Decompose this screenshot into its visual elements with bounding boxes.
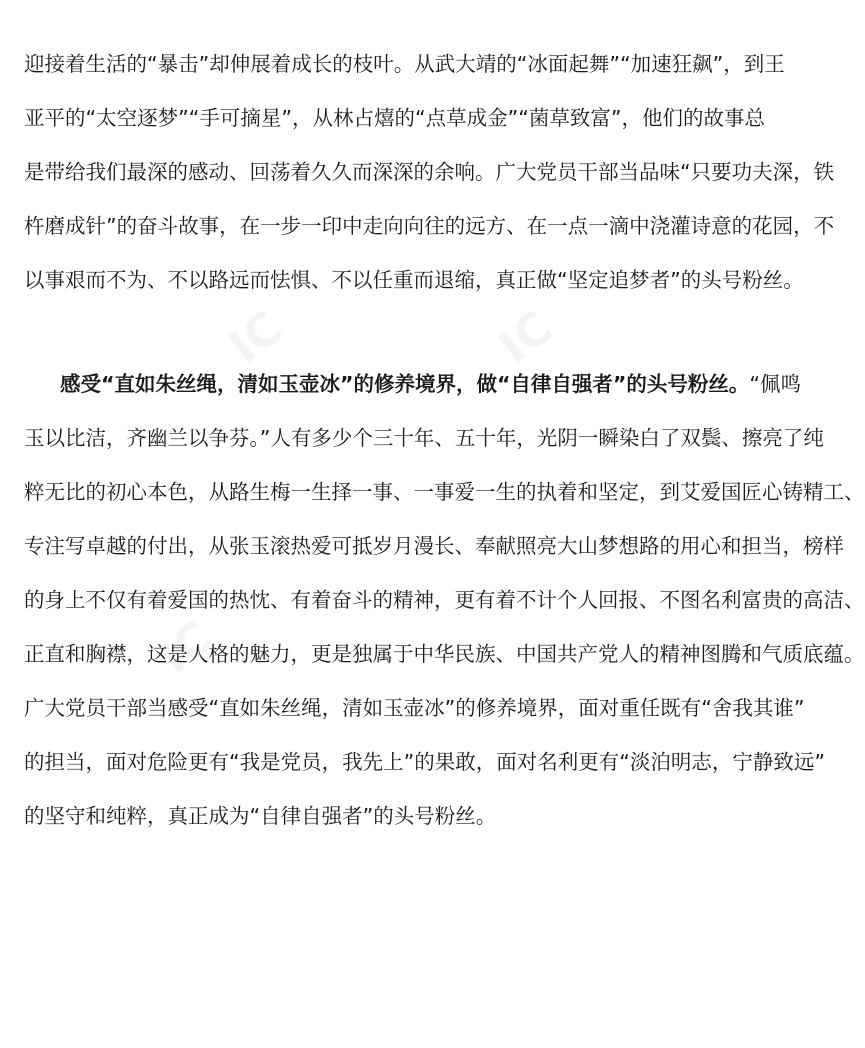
watermark-logo <box>219 300 292 374</box>
paragraph-2-line: 玉以比洁，齐幽兰以争芬。”人有多少个三十年、五十年，光阴一瞬染白了双鬓、擦亮了纯 <box>24 426 824 450</box>
paragraph-1-line: 杵磨成针”的奋斗故事，在一步一印中走向向往的远方、在一点一滴中浇灌诗意的花园，不 <box>24 214 835 238</box>
paragraph-2-line: 的担当，面对危险更有“我是党员，我先上”的果敢，面对名利更有“淡泊明志，宁静致远” <box>24 750 825 774</box>
paragraph-2-line: 粹无比的初心本色，从路生梅一生择一事、一事爱一生的执着和坚定，到艾爱国匠心铸精工、 <box>24 480 865 504</box>
paragraph-2-line: 的坚守和纯粹，真正成为“自律自强者”的头号粉丝。 <box>24 804 497 828</box>
section-heading: 感受“直如朱丝绳，清如玉壶冰”的修养境界，做“自律自强者”的头号粉丝。 <box>60 372 750 396</box>
paragraph-2-line: 正直和胸襟，这是人格的魅力，更是独属于中华民族、中国共产党人的精神图腾和气质底蕴。 <box>24 642 865 666</box>
paragraph-1-line: 以事艰而不为、不以路远而怯惧、不以任重而退缩，真正做“坚定追梦者”的头号粉丝。 <box>24 268 804 292</box>
paragraph-2-first-line <box>60 370 802 398</box>
paragraph-1-line: 亚平的“太空逐梦”“手可摘星”，从林占熺的“点草成金”“菌草致富”，他们的故事总 <box>24 106 765 130</box>
heading-tail-text: “佩鸣 <box>749 372 802 396</box>
paragraph-1-line: 迎接着生活的“暴击”却伸展着成长的枝叶。从武大靖的“冰面起舞”“加速狂飙”，到王 <box>24 52 785 76</box>
paragraph-2-line: 专注写卓越的付出，从张玉滚热爱可抵岁月漫长、奉献照亮大山梦想路的用心和担当，榜样 <box>24 534 844 558</box>
watermark-logo <box>489 300 562 374</box>
paragraph-2-line: 广大党员干部当感受“直如朱丝绳，清如玉壶冰”的修养境界，面对重任既有“舍我其谁” <box>24 696 805 720</box>
paragraph-2-line: 的身上不仅有着爱国的热忱、有着奋斗的精神，更有着不计个人回报、不图名利富贵的高洁、 <box>24 588 865 612</box>
paragraph-1-line: 是带给我们最深的感动、回荡着久久而深深的余响。广大党员干部当品味“只要功夫深，铁 <box>24 160 835 184</box>
